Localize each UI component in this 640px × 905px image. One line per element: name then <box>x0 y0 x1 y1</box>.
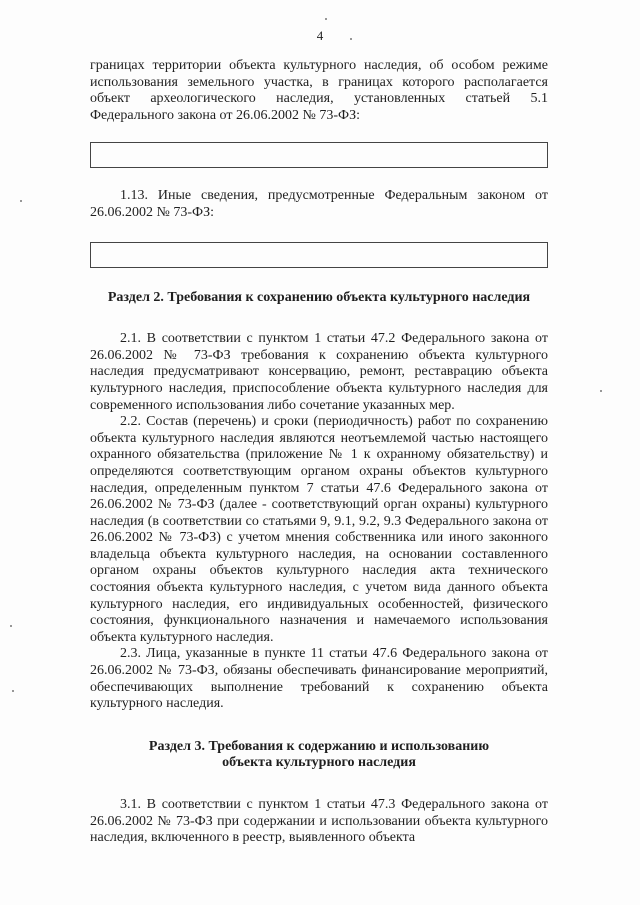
section-3-heading-line1: Раздел 3. Требования к содержанию и использованию <box>148 738 490 754</box>
document-body <box>90 58 548 847</box>
page-number: 4 <box>316 28 324 43</box>
intro-paragraph: границах территории объекта культурного наследия, об особом режиме использования земельного участка, в границах которого располагается объект археологического наследия, установленных статьей 5.1 Федерального закона от 26.06.2002 № 73-ФЗ: <box>90 58 548 123</box>
scan-speck <box>10 625 12 627</box>
paragraph-2-3: 2.3. Лица, указанные в пункте 11 статьи 47.6 Федерального закона от 26.06.2002 № 73-ФЗ, обязаны обеспечивать финансирование мероприятий, обеспечивающих выполнение требований к сохранению объекта культурного наследия. <box>90 646 548 712</box>
scan-speck <box>20 200 22 202</box>
blank-field-box <box>90 242 548 268</box>
blank-field-box <box>90 142 548 168</box>
scan-speck <box>600 390 602 392</box>
item-1-13: 1.13. Иные сведения, предусмотренные Федеральным законом от 26.06.2002 № 73-ФЗ: <box>90 188 548 220</box>
section-2-heading: Раздел 2. Требования к сохранению объекта культурного наследия <box>107 289 531 305</box>
paragraph-3-1: 3.1. В соответствии с пунктом 1 статьи 47.3 Федерального закона от 26.06.2002 № 73-ФЗ при содержании и использовании объекта культурного наследия, включенного в реестр, выявленного объекта <box>90 797 548 846</box>
paragraph-2-1: 2.1. В соответствии с пунктом 1 статьи 47.2 Федерального закона от 26.06.2002 № 73-ФЗ требования к сохранению объекта культурного наследия предусматривают консервацию, ремонт, реставрацию объекта культурного наследия, приспособление объекта культурного наследия для современного использования либо сочетание указанных мер. <box>90 331 548 413</box>
scan-speck <box>12 690 14 692</box>
scan-speck <box>325 18 327 20</box>
section-3-heading-line2: объекта культурного наследия <box>222 755 416 771</box>
paragraph-2-2: 2.2. Состав (перечень) и сроки (периодичность) работ по сохранению объекта культурного наследия являются неотъемлемой частью настоящего охранного обязательства (приложение № 1 к охранному обязательству) и определяются соответствующим органом охраны объектов культурного наследия, определенным пунктом 7 статьи 47.6 Федерального закона от 26.06.2002 № 73-ФЗ (далее - соответствующий орган охраны) культурного наследия (в соответствии со статьями 9, 9.1, 9.2, 9.3 Федерального закона от 26.06.2002 № 73-ФЗ) с учетом мнения собственника или иного законного владельца объекта культурного наследия, на основании составленного органом охраны объектов культурного наследия акта технического состояния объекта культурного наследия, с учетом вида данного объекта культурного наследия, его индивидуальных особенностей, физического состояния, функционального назначения и намечаемого использования объекта культурного наследия. <box>90 414 548 645</box>
scan-speck <box>350 38 352 40</box>
